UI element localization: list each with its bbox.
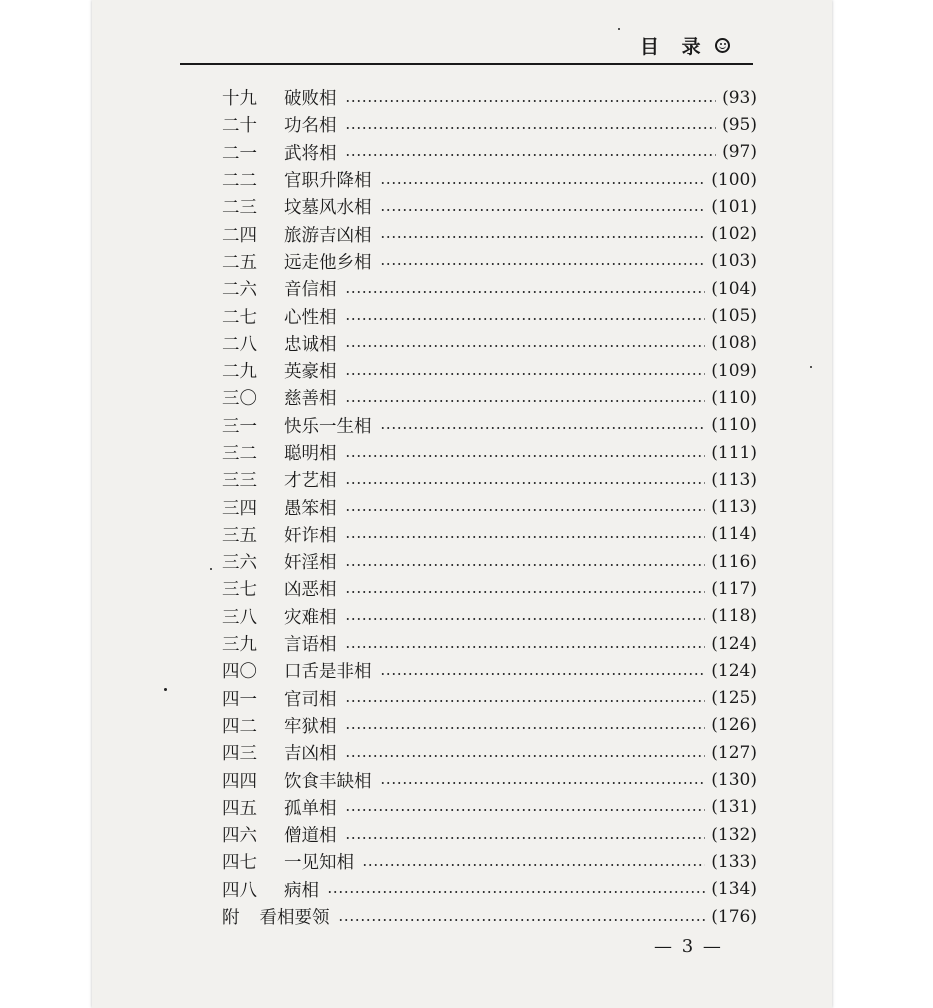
toc-number: 二六 xyxy=(222,280,257,301)
toc-page-ref: (113) xyxy=(711,469,757,490)
toc-number: 二四 xyxy=(222,225,257,246)
toc-title: 聪明相 xyxy=(284,444,337,464)
toc-row xyxy=(222,876,757,903)
toc-title: 牢狱相 xyxy=(284,716,337,737)
dot-leader xyxy=(345,373,706,375)
page-number: — 3 — xyxy=(654,936,723,957)
toc-row xyxy=(222,466,757,493)
toc-title: 武将相 xyxy=(284,143,337,164)
toc-title: 官职升降相 xyxy=(284,171,372,192)
page-header xyxy=(640,32,730,59)
toc-row xyxy=(222,766,757,793)
toc-row xyxy=(222,712,757,739)
toc-title: 心性相 xyxy=(284,307,337,328)
toc-title: 凶恶相 xyxy=(284,580,337,601)
toc-row xyxy=(222,548,757,575)
toc-title: 官司相 xyxy=(284,689,337,710)
toc-number: 二三 xyxy=(222,198,257,219)
toc-number: 三七 xyxy=(222,580,257,601)
dot-leader xyxy=(345,318,706,320)
toc-row xyxy=(222,603,757,630)
dot-leader xyxy=(345,618,706,620)
dot-leader xyxy=(380,782,706,784)
table-of-contents xyxy=(222,84,757,930)
toc-row xyxy=(222,521,757,548)
dot-leader xyxy=(345,809,706,811)
dot-leader xyxy=(380,673,706,675)
toc-page-ref: (93) xyxy=(722,87,757,108)
toc-row xyxy=(222,248,757,275)
dot-leader xyxy=(345,755,706,757)
toc-row xyxy=(222,111,757,138)
dot-leader xyxy=(345,482,706,484)
toc-number: 二七 xyxy=(222,307,257,328)
toc-number: 三五 xyxy=(222,525,257,546)
toc-page-ref: (109) xyxy=(711,360,757,381)
toc-page-ref: (124) xyxy=(711,633,757,654)
toc-row xyxy=(222,493,757,520)
toc-row xyxy=(222,848,757,875)
toc-row xyxy=(222,794,757,821)
toc-title: 看相要领 xyxy=(259,908,330,929)
print-speck xyxy=(210,568,212,570)
toc-title: 奸淫相 xyxy=(284,553,337,574)
dot-leader xyxy=(345,100,717,102)
toc-page-ref: (105) xyxy=(711,306,757,327)
toc-number: 四七 xyxy=(222,853,257,874)
dot-leader xyxy=(345,400,706,402)
toc-page-ref: (114) xyxy=(711,524,757,545)
toc-page-ref: (125) xyxy=(711,688,757,709)
toc-number: 二八 xyxy=(222,334,257,355)
toc-page-ref: (110) xyxy=(711,415,757,436)
toc-page-ref: (176) xyxy=(711,906,757,927)
toc-number: 三一 xyxy=(222,416,257,437)
toc-number: 三二 xyxy=(222,444,257,464)
toc-title: 病相 xyxy=(284,880,319,901)
toc-row xyxy=(222,84,757,111)
toc-title: 奸诈相 xyxy=(284,525,337,546)
toc-title: 慈善相 xyxy=(284,389,337,410)
toc-title: 孤单相 xyxy=(284,798,337,819)
toc-page-ref: (134) xyxy=(711,879,757,900)
toc-row xyxy=(222,166,757,193)
dot-leader xyxy=(345,837,706,839)
dot-leader xyxy=(380,427,706,429)
toc-row xyxy=(222,330,757,357)
toc-page-ref: (117) xyxy=(711,578,757,599)
toc-title: 灾难相 xyxy=(284,607,337,628)
dot-leader xyxy=(327,891,705,893)
toc-page-ref: (133) xyxy=(711,851,757,872)
toc-page-ref: (127) xyxy=(711,742,757,763)
toc-number: 四〇 xyxy=(222,662,257,683)
toc-page-ref: (102) xyxy=(711,224,757,245)
dot-leader xyxy=(380,182,706,184)
toc-row xyxy=(222,821,757,848)
toc-page-ref: (126) xyxy=(711,715,757,736)
toc-page-ref: (131) xyxy=(711,797,757,818)
dot-leader xyxy=(345,536,706,538)
dot-leader xyxy=(345,154,717,156)
toc-page-ref: (108) xyxy=(711,333,757,354)
toc-title: 忠诚相 xyxy=(284,334,337,355)
toc-page-ref: (124) xyxy=(711,660,757,681)
toc-row xyxy=(222,275,757,302)
print-speck xyxy=(164,688,167,691)
toc-number: 三四 xyxy=(222,498,257,519)
toc-title: 远走他乡相 xyxy=(284,252,372,273)
toc-row xyxy=(222,139,757,166)
toc-title: 言语相 xyxy=(284,635,337,656)
header-rule xyxy=(180,63,753,65)
toc-number: 附 xyxy=(222,908,240,929)
toc-row xyxy=(222,657,757,684)
toc-number: 十九 xyxy=(222,89,257,110)
toc-title: 口舌是非相 xyxy=(284,662,372,683)
toc-page-ref: (118) xyxy=(711,606,757,627)
toc-page-ref: (100) xyxy=(711,169,757,190)
dot-leader xyxy=(380,236,706,238)
toc-number: 四六 xyxy=(222,826,257,847)
toc-page-ref: (103) xyxy=(711,251,757,272)
toc-title: 英豪相 xyxy=(284,362,337,383)
toc-row xyxy=(222,357,757,384)
dot-leader xyxy=(380,263,706,265)
dot-leader xyxy=(345,345,706,347)
dot-leader xyxy=(345,564,706,566)
dot-leader xyxy=(345,646,706,648)
toc-number: 四五 xyxy=(222,798,257,819)
toc-number: 四四 xyxy=(222,771,257,792)
toc-page-ref: (111) xyxy=(711,442,757,463)
toc-number: 四八 xyxy=(222,880,257,901)
toc-number: 四二 xyxy=(222,716,257,737)
toc-page-ref: (130) xyxy=(711,770,757,791)
toc-row xyxy=(222,439,757,466)
dot-leader xyxy=(345,455,706,457)
toc-page-ref: (113) xyxy=(711,497,757,518)
toc-page-ref: (97) xyxy=(722,142,757,163)
smile-icon xyxy=(715,38,730,53)
print-speck xyxy=(618,28,620,30)
toc-number: 二十 xyxy=(222,116,257,137)
toc-row xyxy=(222,302,757,329)
toc-title: 吉凶相 xyxy=(284,744,337,765)
dot-leader xyxy=(345,509,706,511)
toc-number: 三〇 xyxy=(222,389,257,410)
toc-title: 坟墓风水相 xyxy=(284,198,372,219)
toc-title: 才艺相 xyxy=(284,471,337,492)
document-page xyxy=(92,0,832,1008)
toc-row xyxy=(222,384,757,411)
dot-leader xyxy=(345,700,706,702)
toc-page-ref: (110) xyxy=(711,387,757,408)
toc-number: 二一 xyxy=(222,143,257,164)
toc-row xyxy=(222,412,757,439)
dot-leader xyxy=(380,209,706,211)
dot-leader xyxy=(362,864,705,866)
toc-page-ref: (132) xyxy=(711,824,757,845)
toc-title: 功名相 xyxy=(284,116,337,137)
toc-title: 饮食丰缺相 xyxy=(284,771,372,792)
toc-row xyxy=(222,739,757,766)
toc-title: 音信相 xyxy=(284,280,337,301)
toc-appendix-row xyxy=(222,903,757,930)
toc-row xyxy=(222,575,757,602)
toc-number: 三八 xyxy=(222,607,257,628)
toc-number: 四三 xyxy=(222,744,257,765)
toc-number: 二九 xyxy=(222,362,257,383)
toc-row xyxy=(222,220,757,247)
toc-page-ref: (95) xyxy=(722,114,757,135)
toc-title: 旅游吉凶相 xyxy=(284,225,372,246)
toc-row xyxy=(222,193,757,220)
toc-number: 二二 xyxy=(222,171,257,192)
toc-title: 僧道相 xyxy=(284,826,337,847)
toc-number: 三九 xyxy=(222,635,257,656)
dot-leader xyxy=(345,727,706,729)
toc-title: 一见知相 xyxy=(284,853,354,874)
toc-title: 快乐一生相 xyxy=(284,416,372,437)
toc-title: 破败相 xyxy=(284,89,337,110)
dot-leader xyxy=(345,127,717,129)
toc-page-ref: (101) xyxy=(711,196,757,217)
toc-number: 三六 xyxy=(222,553,257,574)
dot-leader xyxy=(338,919,706,921)
toc-number: 三三 xyxy=(222,471,257,492)
toc-title: 愚笨相 xyxy=(284,498,337,519)
toc-number: 四一 xyxy=(222,689,257,710)
dot-leader xyxy=(345,591,706,593)
print-speck xyxy=(810,366,812,368)
toc-row xyxy=(222,685,757,712)
toc-page-ref: (104) xyxy=(711,278,757,299)
header-title: 目 录 xyxy=(640,36,709,58)
toc-page-ref: (116) xyxy=(711,551,757,572)
dot-leader xyxy=(345,291,706,293)
toc-number: 二五 xyxy=(222,252,257,273)
toc-row xyxy=(222,630,757,657)
